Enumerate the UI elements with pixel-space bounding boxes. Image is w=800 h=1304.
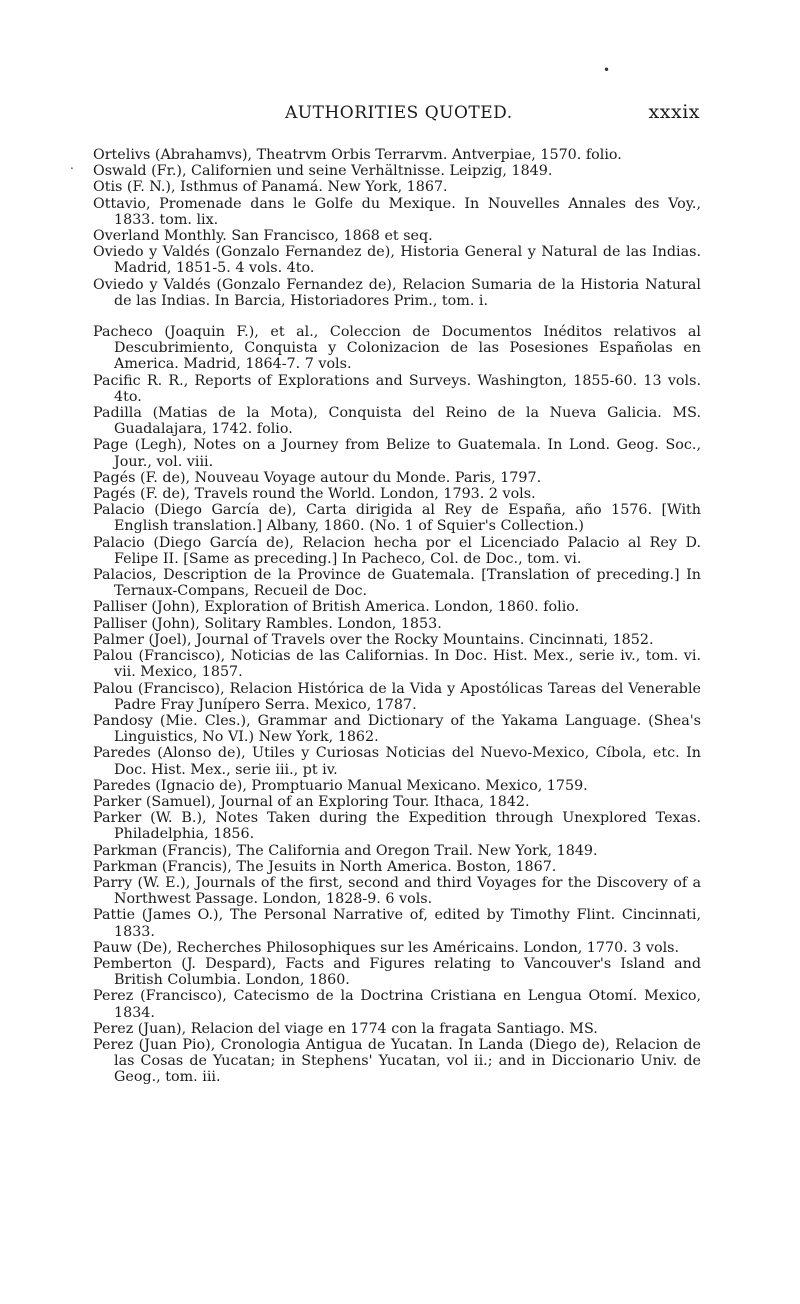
bibliography-entry: Palliser (John), Solitary Rambles. London, 1853. [93,615,442,632]
bibliography-entry: Parkman (Francis), The Jesuits in North America. Boston, 1867. [93,858,557,875]
running-head: AUTHORITIES QUOTED. [285,103,513,123]
bibliography-entry: Parker (Samuel), Journal of an Exploring Tour. Ithaca, 1842. [93,793,530,810]
bibliography-entry: Parker (W. B.), Notes Taken during the Expedition through Unexplored Texas. Philadelphia, 1856. [93,810,701,843]
bibliography-entry: Ortelivs (Abrahamvs), Theatrvm Orbis Terrarvm. Antverpiae, 1570. folio. [93,147,622,163]
bibliography-entry: Perez (Juan Pio), Cronologia Antigua de Yucatan. In Landa (Diego de), Relacion de las Cosas de Yucatan; in Stephens' Yucatan, vol ii.; and in Diccionario Univ. de Geog., tom. iii. [93,1036,701,1086]
bibliography-entry: Palou (Francisco), Noticias de las Californias. In Doc. Hist. Mex., serie iv., tom. vi. vii. Mexico, 1857. [93,648,701,681]
page-header [0,103,800,127]
bibliography-entry: Pagés (F. de), Nouveau Voyage autour du Monde. Paris, 1797. [93,469,542,486]
bibliography-entry: Palou (Francisco), Relacion Histórica de la Vida y Apostólicas Tareas del Venerable Padre Fray Junípero Serra. Mexico, 1787. [93,680,701,713]
bibliography-entry: Pacheco (Joaquin F.), et al., Coleccion de Documentos Inéditos relativos al Descubrimiento, Conquista y Colonizacion de las Posesiones Españolas en America. Madrid, 1864-7. 7 vols. [93,324,701,373]
section-gap [93,309,701,324]
bibliography-entry: Palliser (John), Exploration of British America. London, 1860. folio. [93,599,580,616]
bibliography-entry: Pacific R. R., Reports of Explorations and Surveys. Washington, 1855-60. 13 vols. 4to. [93,372,701,405]
bibliography-entry: Page (Legh), Notes on a Journey from Belize to Guatemala. In Lond. Geog. Soc., Jour., vol. viii. [93,437,701,470]
bibliography-entry: Overland Monthly. San Francisco, 1868 et seq. [93,228,433,245]
bibliography-entry: Oswald (Fr.), Californien und seine Verhältnisse. Leipzig, 1849. [93,163,553,180]
bibliography-entry: Palacio (Diego García de), Carta dirigida al Rey de España, año 1576. [With English translation.] Albany, 1860. (No. 1 of Squier's Collection.) [93,502,701,535]
bibliography-entry: Parry (W. E.), Journals of the first, second and third Voyages for the Discovery of a Northwest Passage. London, 1828-9. 6 vols. [93,874,701,908]
bibliography-entry: Palacio (Diego García de), Relacion hecha por el Licenciado Palacio al Rey D. Felipe II. [Same as preceding.] In Pacheco, Col. de Doc., tom. vi. [93,534,701,567]
margin-dot: . [70,158,74,172]
bibliography-entry: Ottavio, Promenade dans le Golfe du Mexique. In Nouvelles Annales des Voy., 1833. tom. lix. [93,195,701,228]
bibliography-entry: Paredes (Alonso de), Utiles y Curiosas Noticias del Nuevo-Mexico, Cíbola, etc. In Doc. Hist. Mex., serie iii., pt iv. [93,745,701,778]
bibliography-list [93,147,701,1086]
bibliography-entry: Oviedo y Valdés (Gonzalo Fernandez de), Historia General y Natural de las Indias. Madrid, 1851-5. 4 vols. 4to. [93,244,701,277]
bibliography-entry: Palmer (Joel), Journal of Travels over the Rocky Mountains. Cincinnati, 1852. [93,631,654,648]
bibliography-entry: Perez (Juan), Relacion del viage en 1774 con la fragata Santiago. MS. [93,1020,598,1037]
bibliography-entry: Pemberton (J. Despard), Facts and Figures relating to Vancouver's Island and British Columbia. London, 1860. [93,955,701,989]
bibliography-entry: Oviedo y Valdés (Gonzalo Fernandez de), Relacion Sumaria de la Historia Natural de las Indias. In Barcia, Historiadores Prim., tom. i. [93,276,701,309]
bibliography-entry: Pandosy (Mie. Cles.), Grammar and Dictionary of the Yakama Language. (Shea's Linguistics, No VI.) New York, 1862. [93,712,701,746]
bibliography-entry: Pauw (De), Recherches Philosophiques sur les Américains. London, 1770. 3 vols. [93,939,680,956]
bibliography-entry: Pagés (F. de), Travels round the World. London, 1793. 2 vols. [93,486,536,503]
bibliography-entry: Perez (Francisco), Catecismo de la Doctrina Cristiana en Lengua Otomí. Mexico, 1834. [93,988,701,1021]
ink-speck: • [603,63,611,77]
page-number: xxxix [648,101,700,123]
bibliography-entry: Paredes (Ignacio de), Promptuario Manual Mexicano. Mexico, 1759. [93,777,588,794]
bibliography-entry: Otis (F. N.), Isthmus of Panamá. New York, 1867. [93,179,448,196]
bibliography-entry: Pattie (James O.), The Personal Narrative of, edited by Timothy Flint. Cincinnati, 1833. [93,907,701,940]
bibliography-entry: Padilla (Matias de la Mota), Conquista del Reino de la Nueva Galicia. MS. Guadalajara, 1742. folio. [93,405,701,438]
bibliography-entry: Parkman (Francis), The California and Oregon Trail. New York, 1849. [93,842,598,859]
bibliography-entry: Palacios, Description de la Province de Guatemala. [Translation of preceding.] In Ternaux-Compans, Recueil de Doc. [93,567,701,600]
